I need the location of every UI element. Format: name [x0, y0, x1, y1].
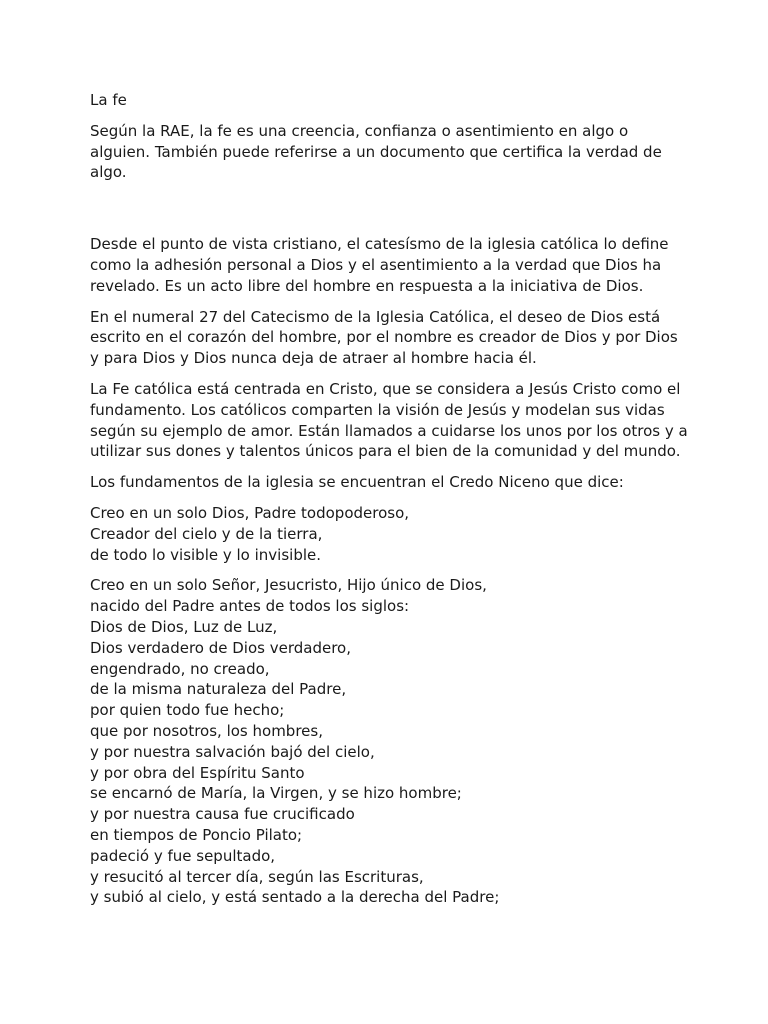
creed-line: engendrado, no creado, — [90, 659, 270, 678]
creed-stanza-2 — [90, 575, 690, 908]
paragraph-rae-definition: Según la RAE, la fe es una creencia, confianza o asentimiento en algo o alguien. También puede referirse a un documento que certifica la verdad de algo. — [90, 121, 662, 182]
creed-stanza-1 — [90, 503, 690, 565]
creed-line: en tiempos de Poncio Pilato; — [90, 825, 303, 844]
paragraph-catechism-27: En el numeral 27 del Catecismo de la Iglesia Católica, el deseo de Dios está escrito en el corazón del hombre, por el nombre es creador de Dios y por Dios y para Dios y Dios nunca deja de atraer al hombre hacia él. — [90, 307, 678, 368]
creed-line: se encarnó de María, la Virgen, y se hizo hombre; — [90, 784, 462, 803]
creed-line: y por nuestra causa fue crucificado — [90, 805, 355, 824]
creed-line: Dios verdadero de Dios verdadero, — [90, 638, 351, 657]
creed-line: y subió al cielo, y está sentado a la derecha del Padre; — [90, 888, 500, 907]
document-page — [90, 90, 690, 918]
creed-line: Creo en un solo Señor, Jesucristo, Hijo único de Dios, — [90, 576, 487, 595]
creed-line: y por nuestra salvación bajó del cielo, — [90, 742, 375, 761]
creed-line: Creador del cielo y de la tierra, — [90, 524, 323, 543]
creed-line: y por obra del Espíritu Santo — [90, 763, 305, 782]
blank-spacer — [90, 193, 690, 234]
creed-line: Creo en un solo Dios, Padre todopoderoso, — [90, 503, 410, 522]
creed-line: nacido del Padre antes de todos los siglos: — [90, 597, 410, 616]
creed-line: por quien todo fue hecho; — [90, 701, 285, 720]
creed-line: que por nosotros, los hombres, — [90, 721, 323, 740]
paragraph-christian-view: Desde el punto de vista cristiano, el catesísmo de la iglesia católica lo define como la adhesión personal a Dios y el asentimiento a la verdad que Dios ha revelado. Es un acto libre del hombre en respuesta a la iniciativa de Dios. — [90, 235, 669, 295]
document-title: La fe — [90, 91, 127, 109]
creed-line: y resucitó al tercer día, según las Escrituras, — [90, 867, 424, 886]
paragraph-creed-intro: Los fundamentos de la iglesia se encuentran el Credo Niceno que dice: — [90, 473, 624, 492]
creed-line: padeció y fue sepultado, — [90, 846, 276, 865]
paragraph-catholic-faith: La Fe católica está centrada en Cristo, que se considera a Jesús Cristo como el fundamento. Los católicos comparten la visión de Jesús y modelan sus vidas según su ejemplo de amor. Están llamados a cuidarse los unos por los otros y a utilizar sus dones y talentos únicos para el bien de la comunidad y del mundo. — [90, 379, 688, 461]
creed-line: de todo lo visible y lo invisible. — [90, 545, 322, 564]
creed-line: Dios de Dios, Luz de Luz, — [90, 617, 278, 636]
creed-line: de la misma naturaleza del Padre, — [90, 680, 347, 699]
